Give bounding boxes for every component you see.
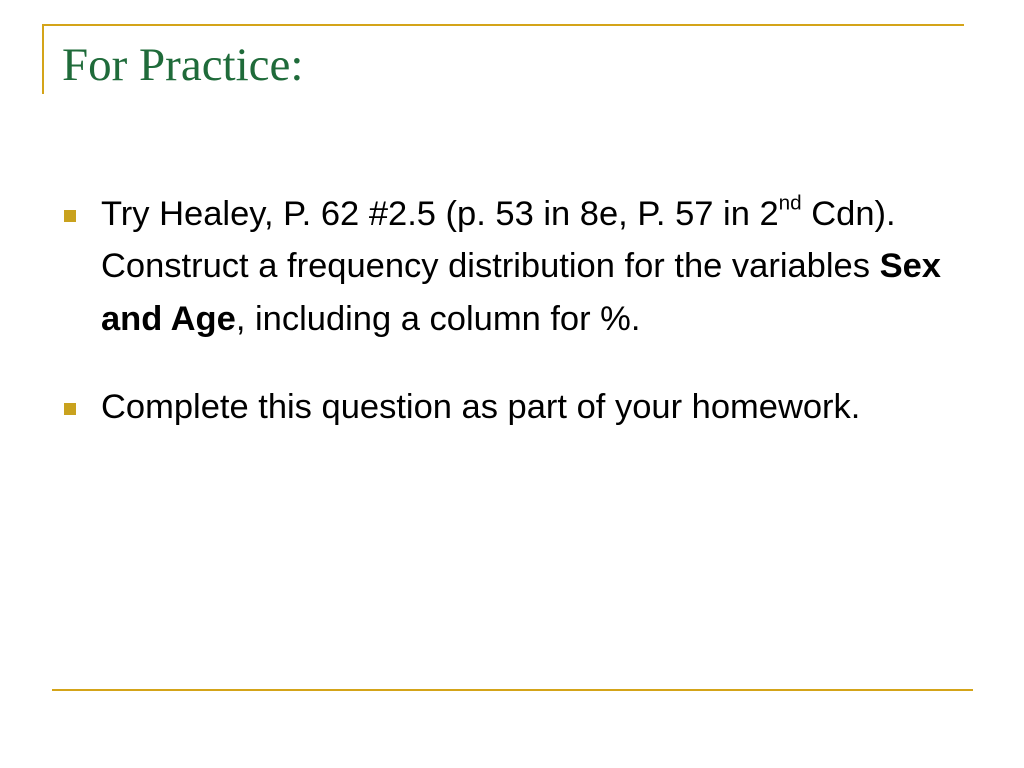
left-accent-rule — [42, 24, 44, 94]
bullet-text-part-3: , including a column for %. — [235, 299, 641, 338]
bullet-item-exercise — [64, 188, 944, 345]
top-accent-rule — [42, 24, 964, 26]
bottom-accent-rule — [52, 689, 973, 691]
bullet-text: Complete this question as part of your homework. — [101, 388, 861, 427]
bullet-list — [64, 188, 944, 434]
bullet-item-homework — [64, 381, 944, 433]
bullet-text-part-2: Cdn). Construct a frequency distribution for the variables — [101, 195, 896, 286]
ordinal-superscript: nd — [778, 191, 802, 215]
bold-variables: Sex and Age — [101, 247, 941, 338]
slide-title: For Practice: — [62, 39, 304, 91]
bullet-text-part-1: Try Healey, P. 62 #2.5 (p. 53 in 8e, P. 57 in 2 — [101, 195, 779, 233]
square-bullet-icon — [64, 403, 76, 415]
square-bullet-icon — [64, 210, 76, 222]
